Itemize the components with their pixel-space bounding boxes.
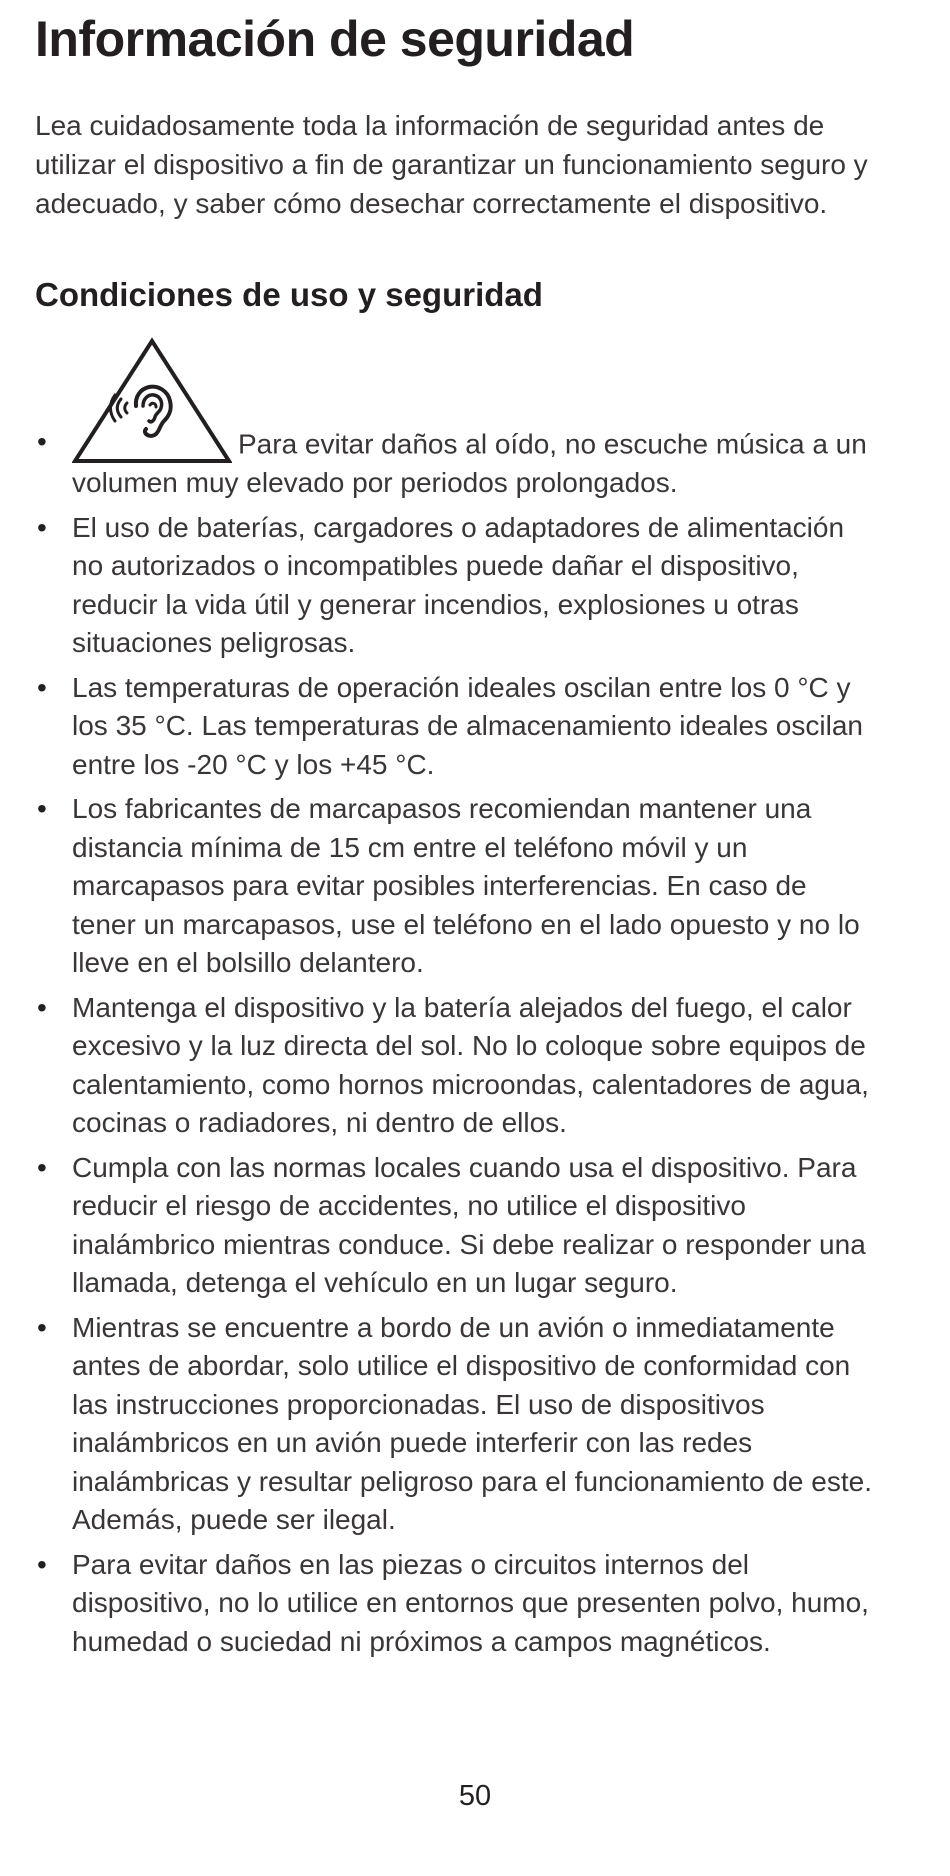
bullet: • [37,1151,47,1183]
intro-paragraph: Lea cuidadosamente toda la información de seguridad antes de utilizar el dispositivo a fin de garantizar un funcionamiento seguro y adecuado, y saber cómo desechar correctamente el dispositivo. [35,110,868,219]
bullet: • [37,1311,47,1343]
list-item [35,1149,875,1303]
bullet: • [37,793,47,824]
list-item-text: Para evitar daños en las piezas o circuitos internos del dispositivo, no lo utilice en entornos que presenten polvo, humo, humedad o suciedad ni próximos a campos magnéticos. [72,1548,869,1657]
bullet: • [37,1548,47,1580]
list-item-text: Para evitar daños al oído, no escuche música a un volumen muy elevado por periodos prolongados. [72,428,867,498]
list-item [35,790,875,983]
list-item-text: El uso de baterías, cargadores o adaptadores de alimentación no autorizados o incompatibles puede dañar el dispositivo, reducir la vida útil y generar incendios, explosiones u otras situaciones peligrosas. [72,511,845,658]
bullet: • [37,426,47,457]
safety-list [35,337,875,1667]
list-item-text: Mientras se encuentre a bordo de un avión o inmediatamente antes de abordar, solo utilice el dispositivo de conformidad con las instrucciones proporcionadas. El uso de dispositivos inalámbricos en un avión puede interferir con las redes inalámbricas y resultar peligroso para el funcionamiento de este. Además, puede ser ilegal. [72,1311,872,1535]
page-title: Información de seguridad [35,11,635,67]
bullet: • [37,671,47,703]
list-item [35,1309,875,1540]
list-item-text: Cumpla con las normas locales cuando usa el dispositivo. Para reducir el riesgo de accidentes, no utilice el dispositivo inalámbrico mientras conduce. Si debe realizar o responder una llamada, detenga el vehículo en un lugar seguro. [72,1151,866,1298]
list-item-text: Los fabricantes de marcapasos recomiendan mantener una distancia mínima de 15 cm entre el teléfono móvil y un marcapasos para evitar posibles interferencias. En caso de tener un marcapasos, use el teléfono en el lado opuesto y no lo lleve en el bolsillo delantero. [72,793,860,978]
page-number: 50 [458,1780,492,1812]
bullet: • [37,511,47,543]
list-item [35,1546,875,1662]
list-item [35,669,875,785]
list-item [35,337,875,503]
section-title: Condiciones de uso y seguridad [35,276,543,313]
list-item-text: Las temperaturas de operación ideales oscilan entre los 0 °C y los 35 °C. Las temperaturas de almacenamiento ideales oscilan entre los -20 °C y los +45 °C. [72,671,863,780]
list-item [35,509,875,663]
list-item [35,989,875,1143]
list-item-text: Mantenga el dispositivo y la batería alejados del fuego, el calor excesivo y la luz directa del sol. No lo coloque sobre equipos de calentamiento, como hornos microondas, calentadores de agua, cocinas o radiadores, ni dentro de ellos. [72,991,869,1138]
ear-hearing-damage-warning-icon [72,337,232,464]
bullet: • [37,991,47,1023]
